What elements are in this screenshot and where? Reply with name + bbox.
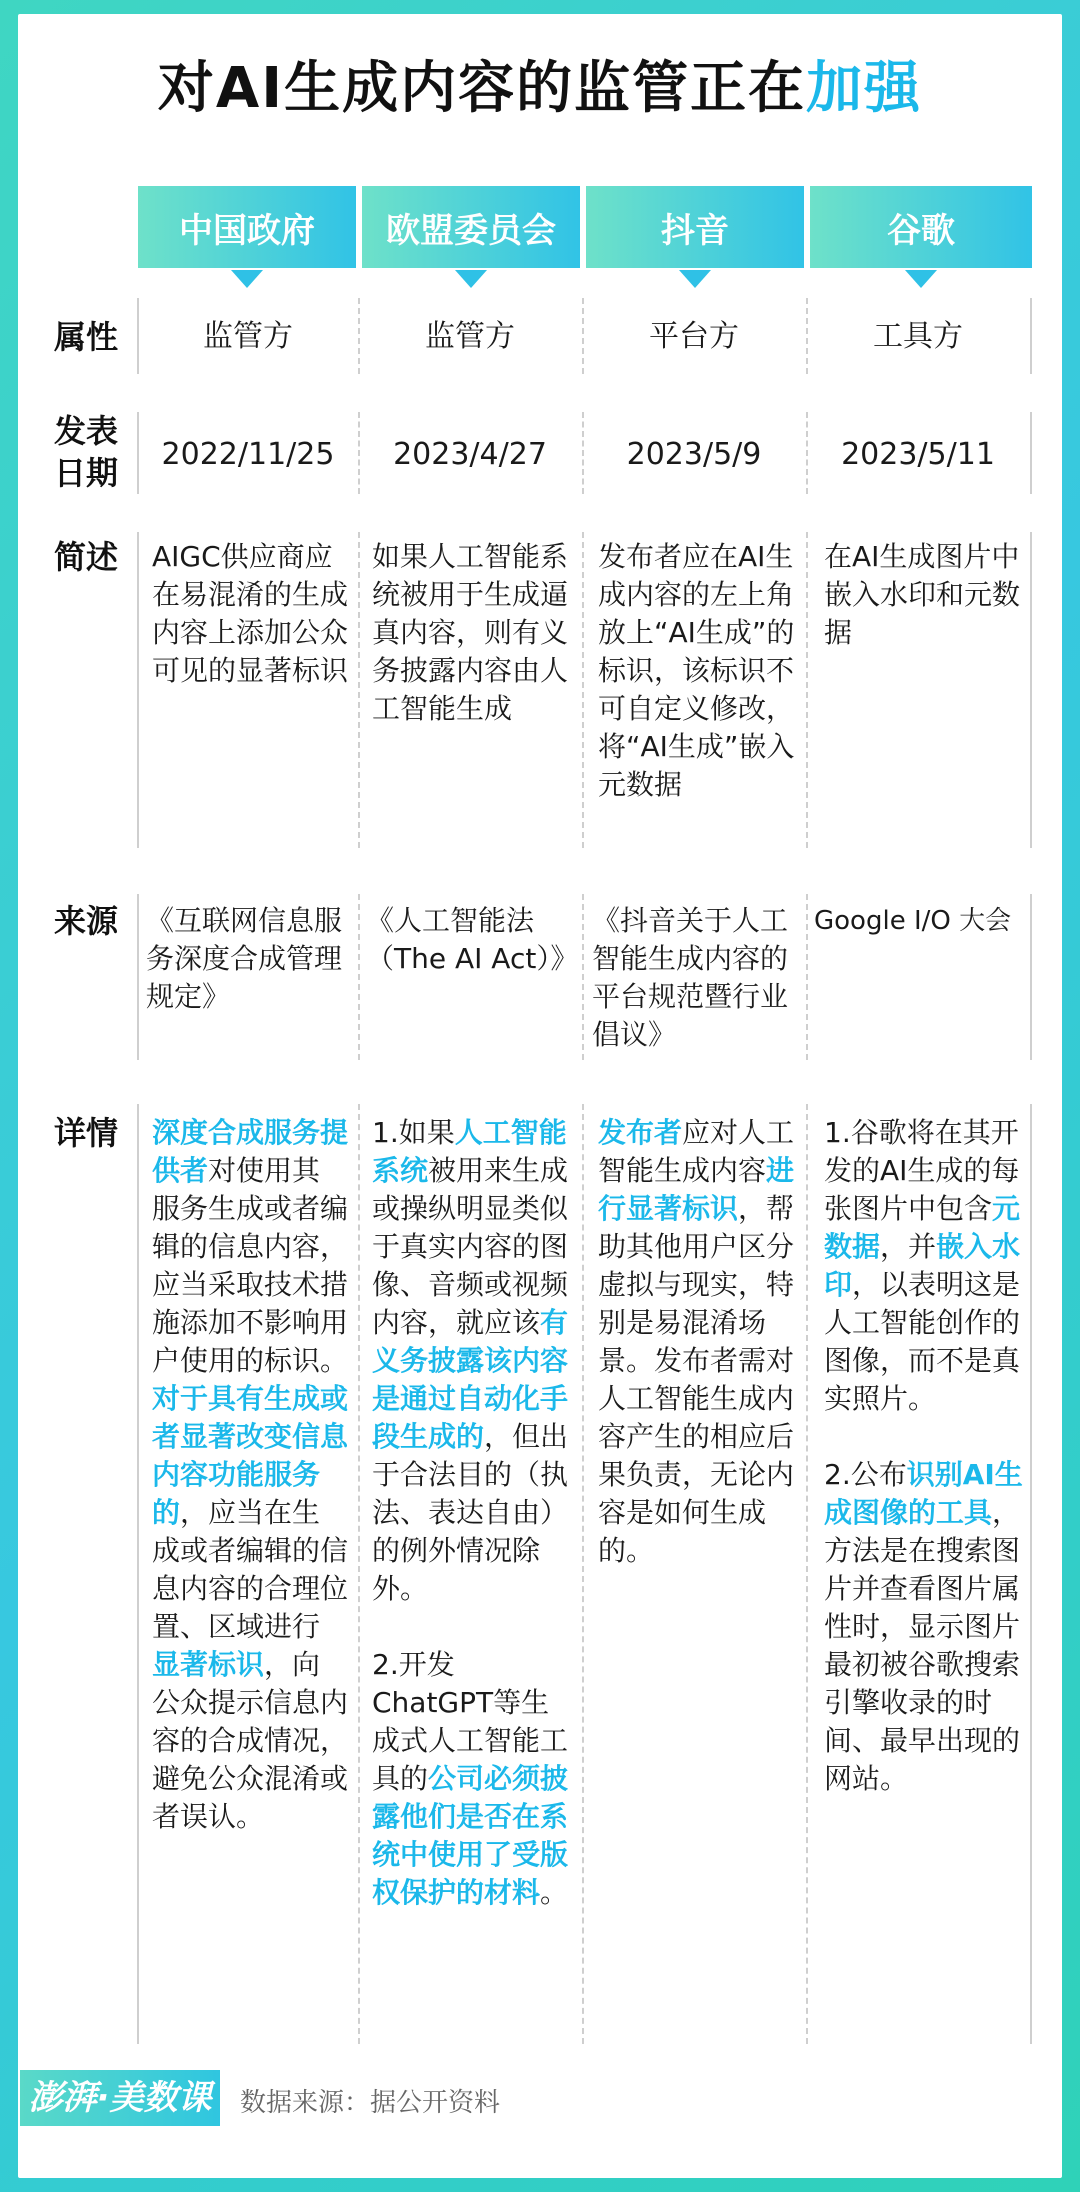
detail-text: ，应当在生成或者编辑的信息内容的合理位置、区域进行 <box>152 1496 349 1643</box>
summary-china: AIGC供应商应在易混淆的生成内容上添加公众可见的显著标识 <box>152 540 349 687</box>
publisher-logo: 澎湃·美数课 <box>20 2070 220 2126</box>
detail-text: ，并 <box>880 1230 937 1263</box>
detail-eu <box>372 1114 572 1912</box>
attribute-eu: 监管方 <box>425 319 515 354</box>
detail-text: 2.开发ChatGPT等生成式人工智能工具的 <box>372 1648 569 1795</box>
detail-emphasis: 有义务披露该内容是通过自动化手段生成的 <box>372 1306 569 1453</box>
date-douyin: 2023/5/9 <box>626 437 762 472</box>
title-highlight: 加强 <box>806 56 923 121</box>
column-header-china: 中国政府 <box>138 186 356 268</box>
separator <box>806 894 808 1060</box>
detail-emphasis: 对于具有生成或者显著改变信息内容功能服务的 <box>152 1382 349 1529</box>
summary-douyin: 发布者应在AI生成内容的左上角放上“AI生成”的标识，该标识不可自定义修改，将“AI生成”嵌入元数据 <box>598 540 795 801</box>
detail-emphasis: 深度合成服务提供者 <box>152 1116 349 1187</box>
detail-text: 1.如果 <box>372 1116 455 1149</box>
date-china: 2022/11/25 <box>161 437 335 472</box>
separator <box>582 532 584 848</box>
separator <box>358 1104 360 2044</box>
separator <box>806 298 808 374</box>
detail-emphasis: 发布者 <box>598 1116 683 1149</box>
row-label-attribute: 属性 <box>54 318 119 356</box>
detail-text: 应对人工智能生成内容 <box>598 1116 795 1187</box>
separator <box>582 1104 584 2044</box>
column-header-google: 谷歌 <box>810 186 1032 268</box>
detail-douyin <box>598 1114 796 1570</box>
attribute-google: 工具方 <box>873 319 963 354</box>
detail-text: ，但出于合法目的（执法、表达自由）的例外情况除外。 <box>372 1420 569 1605</box>
row-label-detail: 详情 <box>54 1114 119 1152</box>
detail-text: 对使用其服务生成或者编辑的信息内容，应当采取技术措施添加不影响用户使用的标识。 <box>152 1154 349 1377</box>
detail-emphasis: 嵌入水印 <box>824 1230 1021 1301</box>
column-header-douyin: 抖音 <box>586 186 804 268</box>
separator <box>582 412 584 494</box>
attribute-douyin: 平台方 <box>649 319 739 354</box>
detail-emphasis: 进行显著标识 <box>598 1154 795 1225</box>
separator <box>806 532 808 848</box>
column-header-eu: 欧盟委员会 <box>362 186 580 268</box>
row-label-date-line2: 日期 <box>54 454 119 492</box>
detail-text: 1.谷歌将在其开发的AI生成的每张图片中包含 <box>824 1116 1020 1225</box>
separator <box>806 1104 808 2044</box>
separator <box>806 412 808 494</box>
separator <box>137 894 139 1060</box>
separator <box>137 532 139 848</box>
separator <box>1030 298 1032 374</box>
detail-text: 被用来生成或操纵明显类似于真实内容的图像、音频或视频内容，就应该 <box>372 1154 569 1339</box>
separator <box>582 298 584 374</box>
detail-text: 。 <box>540 1876 569 1909</box>
detail-text: ，以表明这是人工智能创作的图像，而不是真实照片。 <box>824 1268 1021 1415</box>
separator <box>1030 894 1032 1060</box>
source-china: 《互联网信息服务深度合成管理规定》 <box>146 904 343 1013</box>
data-source-note: 数据来源：据公开资料 <box>240 2088 501 2118</box>
title-text: 对AI生成内容的监管正在 <box>157 56 807 121</box>
pointer-icon <box>679 270 711 288</box>
detail-china <box>152 1114 348 1836</box>
pointer-icon <box>231 270 263 288</box>
detail-emphasis: 公司必须披露他们是否在系统中使用了受版权保护的材料 <box>372 1762 569 1909</box>
pointer-icon <box>905 270 937 288</box>
detail-emphasis: 元数据 <box>824 1192 1021 1263</box>
separator <box>137 412 139 494</box>
separator <box>358 298 360 374</box>
summary-google: 在AI生成图片中嵌入水印和元数据 <box>824 540 1021 649</box>
separator <box>358 412 360 494</box>
row-label-date-line1: 发表 <box>54 412 119 450</box>
source-google: Google I/O 大会 <box>814 906 1012 936</box>
separator <box>358 894 360 1060</box>
source-douyin: 《抖音关于人工智能生成内容的平台规范暨行业倡议》 <box>592 904 789 1051</box>
date-eu: 2023/4/27 <box>393 437 547 472</box>
row-label-source: 来源 <box>54 902 119 940</box>
detail-emphasis: 识别AI生成图像的工具 <box>824 1458 1023 1529</box>
source-eu: 《人工智能法（The AI Act）》 <box>366 904 579 975</box>
row-label-summary: 简述 <box>54 538 119 576</box>
date-google: 2023/5/11 <box>841 437 995 472</box>
separator <box>582 894 584 1060</box>
attribute-china: 监管方 <box>203 319 293 354</box>
detail-text: ，向公众提示信息内容的合成情况，避免公众混淆或者误认。 <box>152 1648 349 1833</box>
separator <box>1030 412 1032 494</box>
separator <box>137 298 139 374</box>
separator <box>137 1104 139 2044</box>
detail-emphasis: 人工智能系统 <box>372 1116 567 1187</box>
summary-eu: 如果人工智能系统被用于生成逼真内容，则有义务披露内容由人工智能生成 <box>372 540 569 725</box>
pointer-icon <box>455 270 487 288</box>
separator <box>358 532 360 848</box>
detail-text: 2.公布 <box>824 1458 907 1491</box>
page-title <box>0 44 1080 124</box>
detail-text: ，帮助其他用户区分虚拟与现实，特别是易混淆场景。发布者需对人工智能生成内容产生的相应后果负责，无论内容是如何生成的。 <box>598 1192 795 1567</box>
separator <box>1030 1104 1032 2044</box>
separator <box>1030 532 1032 848</box>
detail-emphasis: 显著标识 <box>152 1648 265 1681</box>
detail-text: ，方法是在搜索图片并查看图片属性时，显示图片最初被谷歌搜索引擎收录的时间、最早出现的网站。 <box>824 1496 1021 1795</box>
detail-google <box>824 1114 1024 1798</box>
